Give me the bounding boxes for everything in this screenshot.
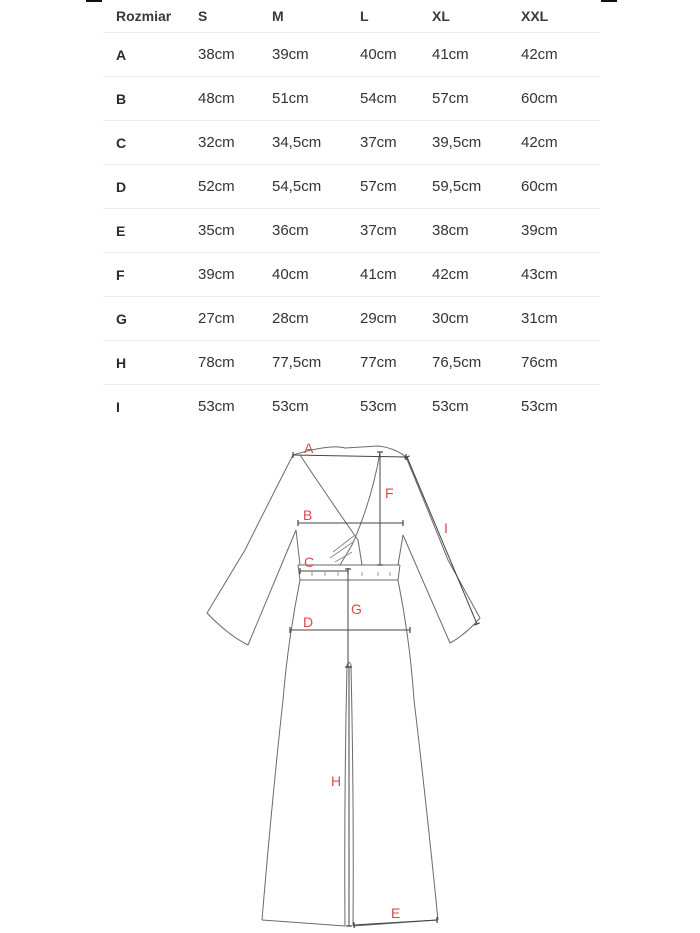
table-cell: 51cm (272, 77, 360, 121)
table-cell: 40cm (360, 33, 432, 77)
table-cell: 41cm (432, 33, 521, 77)
label-d: D (303, 614, 314, 630)
table-row (103, 33, 600, 77)
table-cell: 29cm (360, 297, 432, 341)
waist-gathers (312, 572, 390, 576)
measurement-lines (290, 452, 477, 926)
table-row (103, 341, 600, 385)
table-cell: 39cm (521, 209, 600, 253)
bodice-right-shape (398, 535, 403, 565)
table-row (103, 385, 600, 429)
label-a: A (304, 440, 314, 456)
table-cell: 27cm (198, 297, 272, 341)
table-cell: 38cm (432, 209, 521, 253)
label-i: I (444, 520, 448, 536)
left-inseam-shape (345, 665, 347, 926)
right-leg-outer-shape (398, 580, 438, 920)
table-row (103, 253, 600, 297)
header-size: Rozmiar (103, 0, 198, 33)
label-e: E (391, 905, 401, 921)
left-leg-outer-shape (262, 580, 300, 920)
table-cell: 37cm (360, 209, 432, 253)
left-hem-shape (262, 920, 345, 926)
measurement-labels (303, 440, 448, 921)
table-cell: 78cm (198, 341, 272, 385)
table-cell: 54,5cm (272, 165, 360, 209)
left-sleeve-shape (207, 455, 296, 645)
header-xxl: XXL (521, 0, 600, 33)
row-label: I (116, 398, 120, 415)
table-row (103, 121, 600, 165)
header-s: S (198, 0, 272, 33)
corner-mark-right (601, 0, 617, 2)
size-chart-table (103, 0, 600, 428)
table-cell: 53cm (360, 398, 397, 415)
table-cell: 77,5cm (272, 341, 360, 385)
jumpsuit-measurement-diagram (0, 430, 700, 933)
table-cell: 42cm (521, 33, 600, 77)
wrap-folds (330, 535, 355, 562)
label-b: B (303, 507, 313, 523)
bodice-left-shape (296, 530, 300, 565)
row-label: B (103, 77, 198, 121)
row-label: D (103, 165, 198, 209)
table-cell: 39,5cm (432, 121, 521, 165)
table-cell: 54cm (360, 77, 432, 121)
table-cell: 53cm (198, 398, 235, 415)
row-label: G (103, 297, 198, 341)
table-cell: 53cm (432, 398, 469, 415)
table-cell: 53cm (272, 398, 309, 415)
table-cell: 39cm (272, 33, 360, 77)
row-label: F (103, 253, 198, 297)
table-cell: 59,5cm (432, 165, 521, 209)
table-cell: 48cm (198, 77, 272, 121)
table-cell: 32cm (198, 121, 272, 165)
corner-mark-left (86, 0, 102, 2)
table-header-row (103, 0, 600, 33)
table-cell: 41cm (360, 253, 432, 297)
table-cell: 77cm (360, 341, 432, 385)
table-cell: 76cm (521, 341, 600, 385)
table-cell: 42cm (521, 121, 600, 165)
label-f: F (385, 485, 394, 501)
table-cell: 76,5cm (432, 341, 521, 385)
header-l: L (360, 0, 432, 33)
table-cell: 43cm (521, 253, 600, 297)
table-cell: 57cm (432, 77, 521, 121)
measure-line-i (407, 457, 477, 624)
table-cell: 52cm (198, 165, 272, 209)
row-label: C (103, 121, 198, 165)
table-cell: 37cm (360, 121, 432, 165)
table-cell: 60cm (521, 165, 600, 209)
table-cell: 42cm (432, 253, 521, 297)
table-cell: 53cm (521, 398, 558, 415)
table-row (103, 209, 600, 253)
row-label: E (103, 209, 198, 253)
header-xl: XL (432, 0, 521, 33)
right-inseam-shape (351, 665, 353, 926)
jumpsuit-outline (207, 446, 480, 926)
table-cell: 40cm (272, 253, 360, 297)
table-cell: 39cm (198, 253, 272, 297)
table-row (103, 297, 600, 341)
table-cell: 31cm (521, 297, 600, 341)
table-row (103, 165, 600, 209)
right-sleeve-shape (403, 457, 480, 643)
header-m: M (272, 0, 360, 33)
row-label: H (103, 341, 198, 385)
label-h: H (331, 773, 342, 789)
label-g: G (351, 601, 362, 617)
table-cell: 60cm (521, 77, 600, 121)
table-cell: 28cm (272, 297, 360, 341)
table-row (103, 77, 600, 121)
table-cell: 34,5cm (272, 121, 360, 165)
table-cell: 30cm (432, 297, 521, 341)
table-cell: 36cm (272, 209, 360, 253)
label-c: C (304, 554, 315, 570)
table-cell: 38cm (198, 33, 272, 77)
table-cell: 35cm (198, 209, 272, 253)
table-cell: 57cm (360, 165, 432, 209)
row-label: A (103, 33, 198, 77)
